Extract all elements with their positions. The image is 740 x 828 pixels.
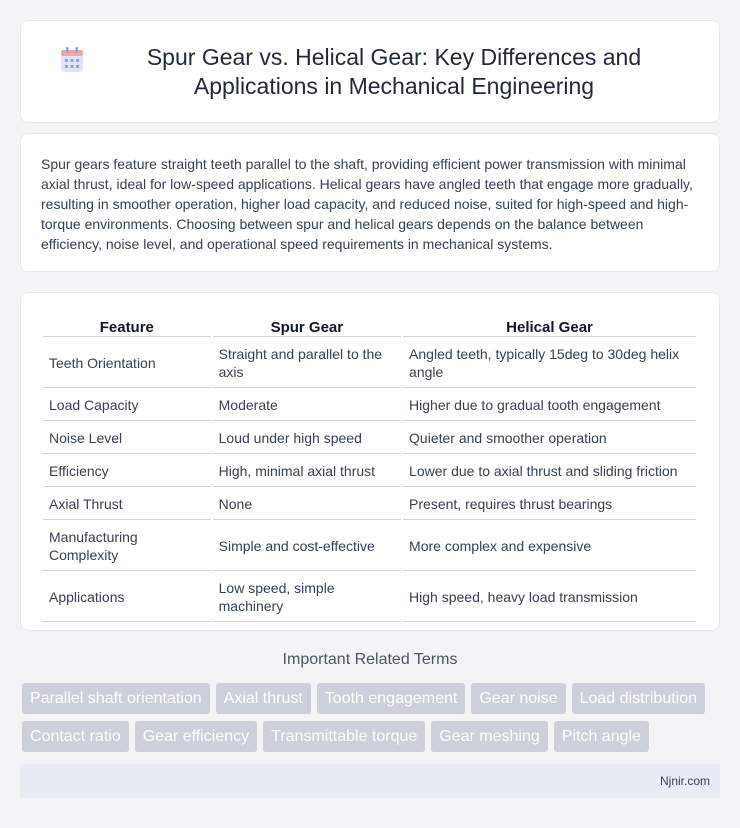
term-tag[interactable]: Pitch angle xyxy=(554,721,649,752)
feature-cell: Noise Level xyxy=(43,423,211,454)
spur-cell: Straight and parallel to the axis xyxy=(213,339,401,388)
header-spur-gear: Spur Gear xyxy=(213,315,401,337)
term-tag[interactable]: Load distribution xyxy=(572,683,705,714)
header-card xyxy=(20,20,720,123)
spur-cell: None xyxy=(213,489,401,520)
table-header-row xyxy=(43,315,696,337)
helical-cell: High speed, heavy load transmission xyxy=(403,573,696,622)
header-feature: Feature xyxy=(43,315,211,337)
related-terms-title: Important Related Terms xyxy=(282,651,458,668)
table-row xyxy=(43,573,696,622)
spur-cell: Simple and cost-effective xyxy=(213,522,401,571)
term-tag[interactable]: Gear noise xyxy=(471,683,565,714)
feature-cell: Applications xyxy=(43,573,211,622)
helical-cell: Lower due to axial thrust and sliding friction xyxy=(403,456,696,487)
feature-cell: Teeth Orientation xyxy=(43,339,211,388)
related-terms-list xyxy=(22,683,722,752)
summary-card xyxy=(20,133,720,272)
footer xyxy=(20,764,720,798)
header-helical-gear: Helical Gear xyxy=(403,315,696,337)
table-row xyxy=(43,522,696,571)
spur-cell: Loud under high speed xyxy=(213,423,401,454)
summary-text: Spur gears feature straight teeth parallel to the shaft, providing efficient power transmission with minimal axial thrust, ideal for low-speed applications. Helical gears have angled teeth that engage more gradually, resulting in smoother operation, higher load capacity, and reduced noise, suited for high-speed and high-torque environments. Choosing between spur and helical gears depends on the balance between efficiency, noise level, and operational speed requirements in mechanical systems. xyxy=(41,156,693,252)
term-tag[interactable]: Contact ratio xyxy=(22,721,129,752)
comparison-table xyxy=(41,313,698,624)
comparison-table-card xyxy=(20,292,720,631)
term-tag[interactable]: Tooth engagement xyxy=(317,683,466,714)
spur-cell: High, minimal axial thrust xyxy=(213,456,401,487)
table-row xyxy=(43,339,696,388)
helical-cell: More complex and expensive xyxy=(403,522,696,571)
table-row xyxy=(43,489,696,520)
spur-cell: Low speed, simple machinery xyxy=(213,573,401,622)
term-tag[interactable]: Gear efficiency xyxy=(135,721,257,752)
helical-cell: Higher due to gradual tooth engagement xyxy=(403,390,696,421)
term-tag[interactable]: Parallel shaft orientation xyxy=(22,683,210,714)
feature-cell: Load Capacity xyxy=(43,390,211,421)
feature-cell: Efficiency xyxy=(43,456,211,487)
calendar-icon xyxy=(60,47,84,73)
table-row xyxy=(43,390,696,421)
helical-cell: Quieter and smoother operation xyxy=(403,423,696,454)
page-title: Spur Gear vs. Helical Gear: Key Differences and Applications in Mechanical Engineering xyxy=(146,43,642,99)
helical-cell: Angled teeth, typically 15deg to 30deg helix angle xyxy=(403,339,696,388)
table-row xyxy=(43,423,696,454)
table-row xyxy=(43,456,696,487)
term-tag[interactable]: Gear meshing xyxy=(431,721,548,752)
term-tag[interactable]: Transmittable torque xyxy=(263,721,425,752)
helical-cell: Present, requires thrust bearings xyxy=(403,489,696,520)
spur-cell: Moderate xyxy=(213,390,401,421)
feature-cell: Axial Thrust xyxy=(43,489,211,520)
term-tag[interactable]: Axial thrust xyxy=(216,683,311,714)
footer-site[interactable]: Njnir.com xyxy=(659,774,710,788)
feature-cell: Manufacturing Complexity xyxy=(43,522,211,571)
